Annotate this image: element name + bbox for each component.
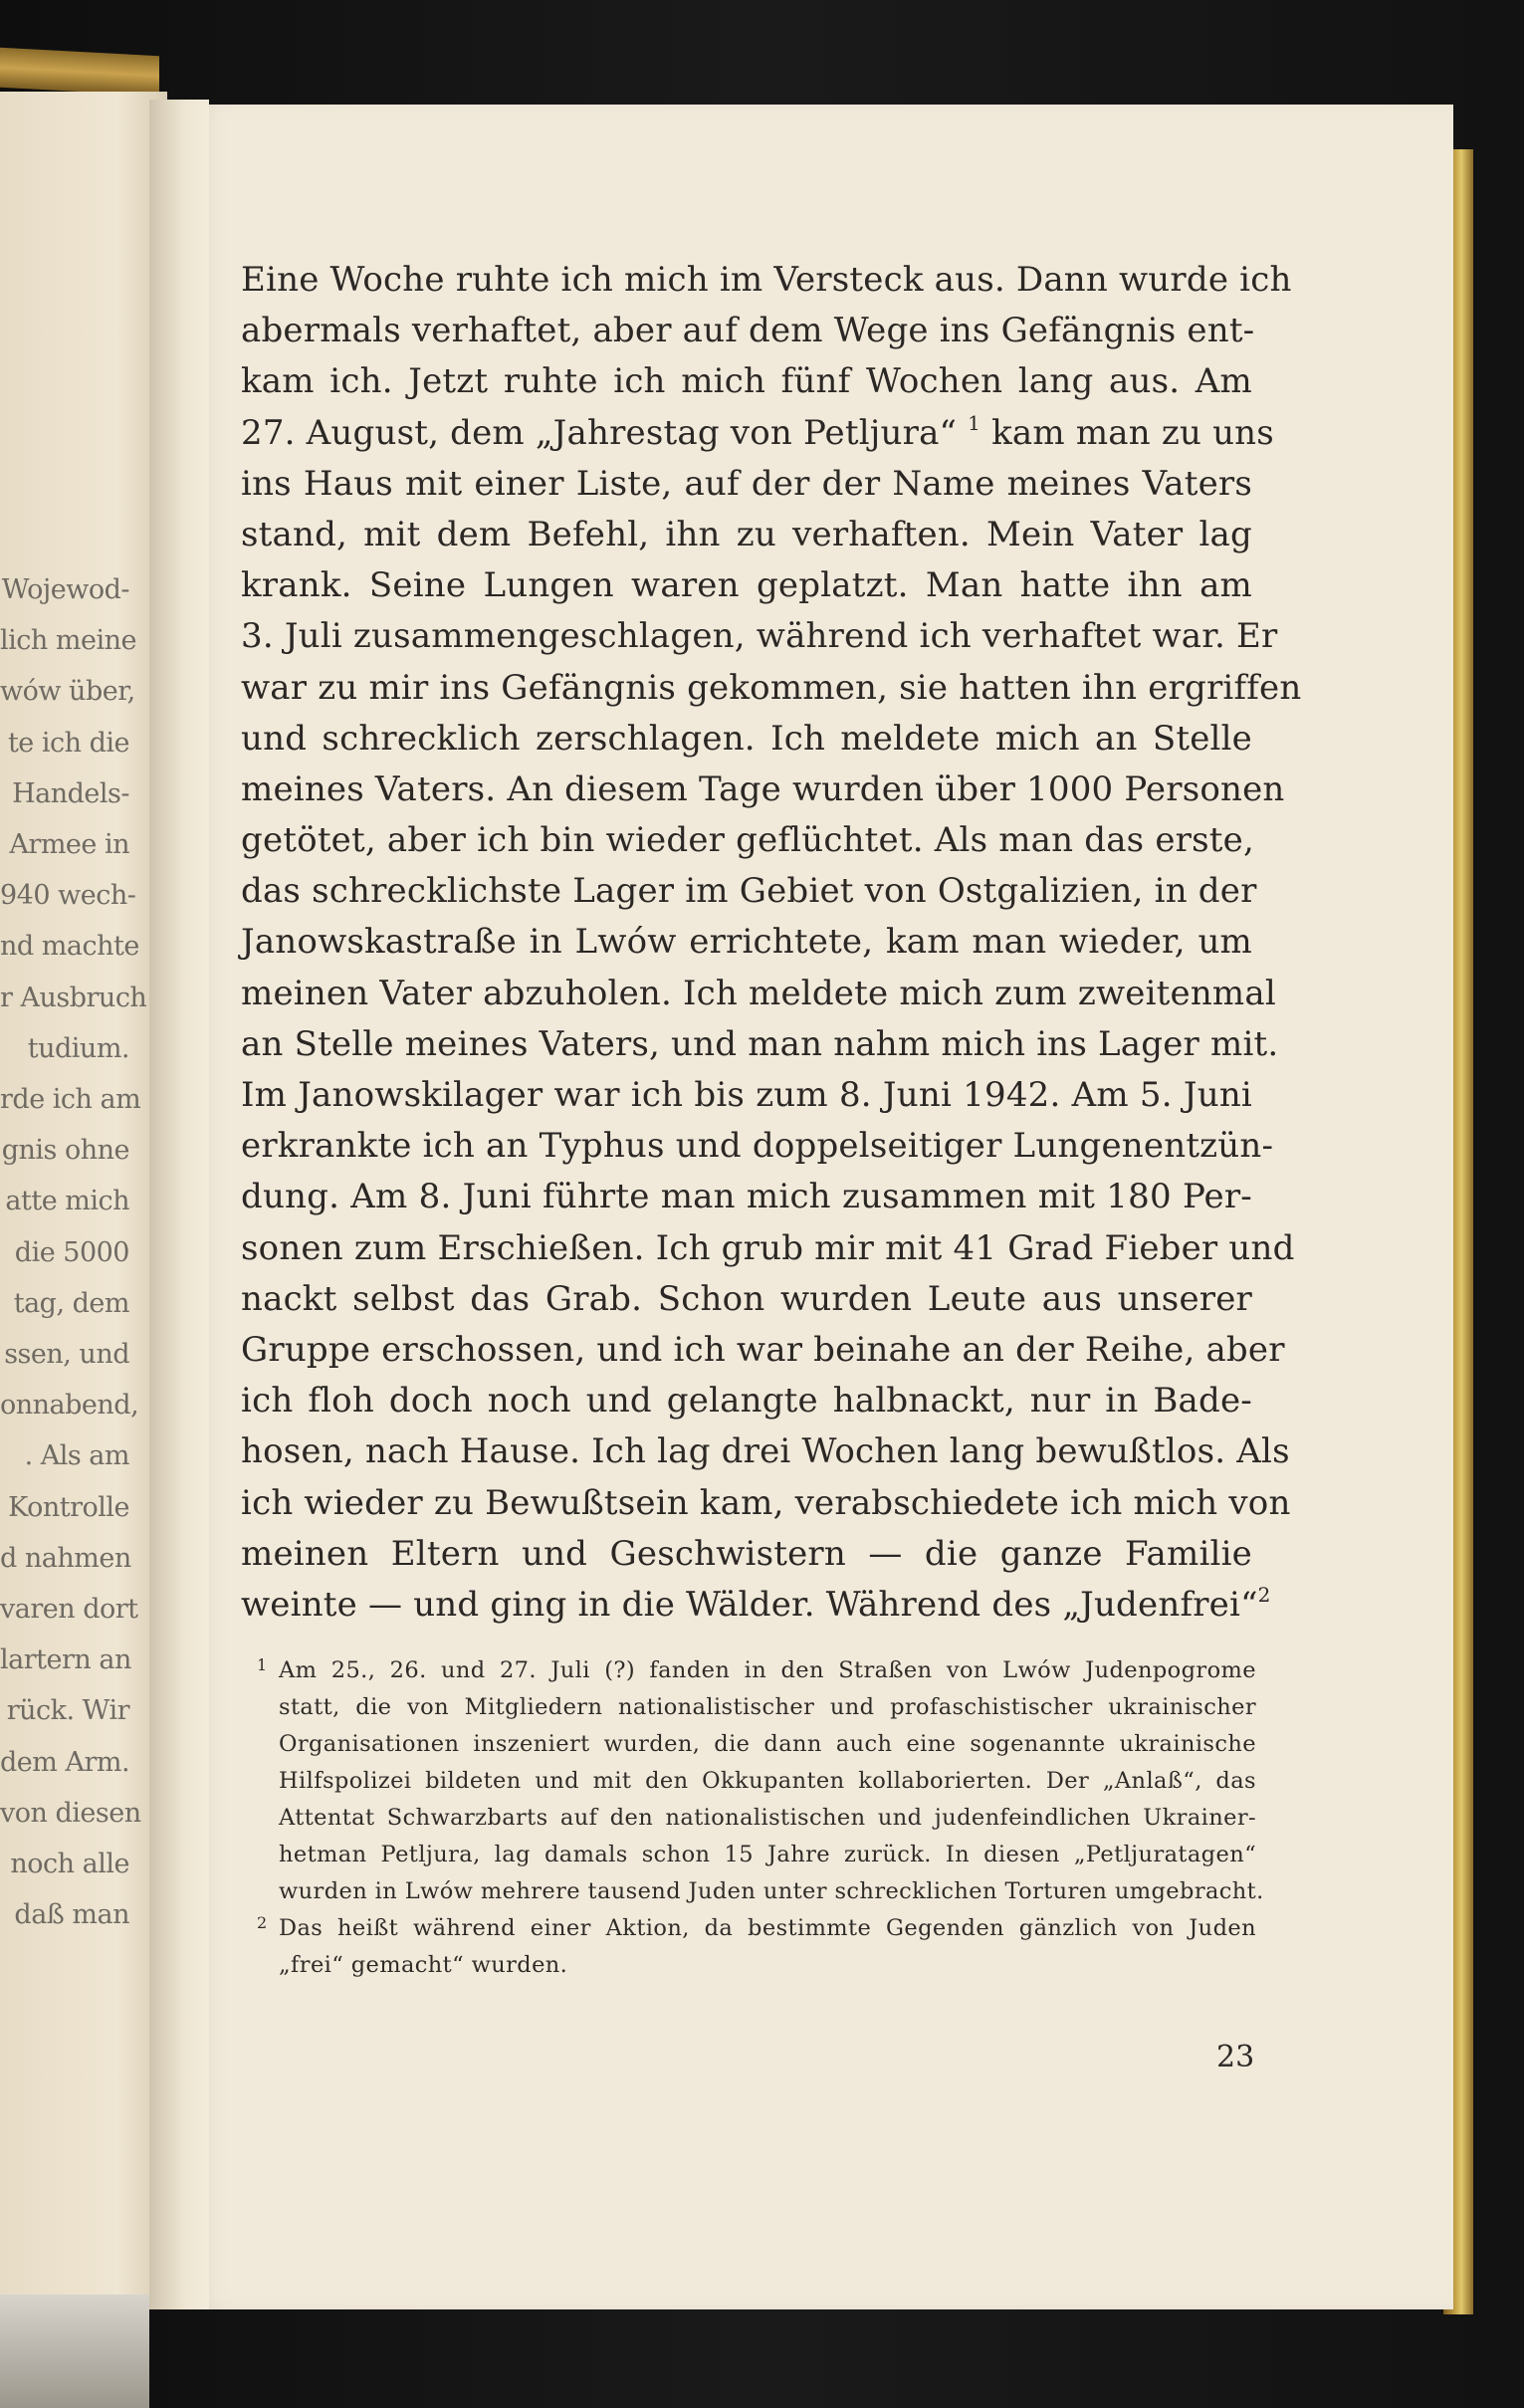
footnote-marker-2: 2 — [1257, 1582, 1271, 1607]
footnote-2 — [257, 1910, 1256, 1984]
text-line: getötet, aber ich bin wieder geflüchtet. Als man das erste, — [241, 820, 1254, 861]
left-page-line: onnabend, — [0, 1390, 139, 1422]
footnote-line: Am 25., 26. und 27. Juli (?) fanden in den Straßen von Lwów Judenpogrome — [279, 1657, 1256, 1683]
text-line: meinen Eltern und Geschwistern — die ganze Familie — [241, 1533, 1252, 1574]
footnote-line: „frei“ gemacht“ wurden. — [279, 1952, 568, 1978]
text-line: an Stelle meines Vaters, und man nahm mich ins Lager mit. — [241, 1023, 1279, 1064]
text-line: krank. Seine Lungen waren geplatzt. Man hatte ihn am — [241, 565, 1252, 606]
left-page-line: lich meine — [0, 625, 136, 657]
footnote-line: hetman Petljura, lag damals schon 15 Jahre zurück. In diesen „Petljuratagen“ — [279, 1842, 1256, 1867]
text-line: das schrecklichste Lager im Gebiet von Ostgalizien, in der — [241, 871, 1257, 912]
footnote-number: 2 — [257, 1913, 268, 1932]
left-page-line: daß man — [14, 1899, 129, 1931]
text-line: kam ich. Jetzt ruhte ich mich fünf Wochen lang aus. Am — [241, 361, 1252, 402]
book-gutter — [149, 100, 209, 2309]
page-number: 23 — [1216, 2040, 1255, 2075]
text-line: ins Haus mit einer Liste, auf der der Name meines Vaters — [241, 463, 1252, 504]
text-line-part: kam man zu uns — [991, 412, 1274, 453]
text-line: dung. Am 8. Juni führte man mich zusammen mit 180 Per- — [241, 1177, 1252, 1217]
footnote-line: Hilfspolizei bildeten und mit den Okkupanten kollaborierten. Der „Anlaß“, das — [279, 1768, 1256, 1794]
left-page-line: . Als am — [24, 1440, 129, 1472]
left-page-line: von diesen — [0, 1797, 141, 1829]
text-line: ich wieder zu Bewußtsein kam, verabschiedete ich mich von — [241, 1482, 1291, 1523]
left-page-line: nd machte — [0, 931, 139, 963]
text-line: meines Vaters. An diesem Tage wurden über 1000 Personen — [241, 768, 1285, 809]
footnote-line: statt, die von Mitgliedern nationalistischer und profaschistischer ukrainischer — [279, 1694, 1256, 1720]
left-page-line: rück. Wir — [6, 1695, 129, 1727]
left-page-line: noch alle — [10, 1849, 129, 1880]
text-line-with-footnote — [241, 1580, 1271, 1631]
footnote-line: Organisationen inszeniert wurden, die dann auch eine sogenannte ukrainische — [279, 1731, 1256, 1757]
text-line: sonen zum Erschießen. Ich grub mir mit 41 Grad Fieber und — [241, 1227, 1295, 1268]
left-page-text — [0, 564, 147, 1940]
text-line: Gruppe erschossen, und ich war beinahe an der Reihe, aber — [241, 1329, 1285, 1370]
left-page-bottom-edge — [0, 2295, 149, 2408]
left-page-line: atte mich — [5, 1186, 129, 1217]
body-text — [241, 255, 1302, 1631]
left-page-line: Wojewod- — [1, 574, 129, 605]
left-page — [0, 92, 167, 2306]
left-page-line: gnis ohne — [1, 1135, 129, 1167]
text-line: 3. Juli zusammengeschlagen, während ich verhaftet war. Er — [241, 616, 1278, 657]
left-page-line: lartern an — [0, 1644, 131, 1676]
footnote-line: Attentat Schwarzbarts auf den nationalistischen und judenfeindlichen Ukrainer- — [279, 1805, 1256, 1831]
text-line: nackt selbst das Grab. Schon wurden Leute aus unserer — [241, 1278, 1252, 1319]
left-page-line: varen dort — [0, 1594, 138, 1626]
left-page-line: die 5000 — [14, 1236, 129, 1268]
text-line: erkrankte ich an Typhus und doppelseitiger Lungenentzün- — [241, 1126, 1274, 1167]
left-page-line: tag, dem — [13, 1287, 129, 1319]
left-page-line: dem Arm. — [0, 1746, 130, 1778]
text-line-with-footnote — [241, 408, 1274, 459]
left-page-line: tudium. — [27, 1032, 129, 1064]
left-page-line: Kontrolle — [8, 1491, 129, 1523]
footnote-1 — [257, 1652, 1264, 1910]
left-page-line: ssen, und — [4, 1339, 129, 1371]
left-page-line: Armee in — [9, 829, 129, 861]
left-page-line: d nahmen — [0, 1542, 131, 1574]
text-line: abermals verhaftet, aber auf dem Wege ins Gefängnis ent- — [241, 311, 1255, 351]
left-page-line: wów über, — [0, 676, 135, 708]
left-page-line: Handels- — [12, 777, 129, 809]
left-page-gilt-edge — [0, 48, 159, 96]
text-line-part: weinte — und ging in die Wälder. Während des „Judenfrei“ — [241, 1584, 1258, 1625]
left-page-line: rde ich am — [0, 1084, 141, 1116]
footnote-line: Das heißt während einer Aktion, da bestimmte Gegenden gänzlich von Juden — [279, 1915, 1256, 1941]
footnote-marker-1: 1 — [968, 410, 981, 435]
text-line: Eine Woche ruhte ich mich im Versteck aus. Dann wurde ich — [241, 260, 1292, 300]
left-page-line: te ich die — [7, 727, 129, 759]
text-line: Im Janowskilager war ich bis zum 8. Juni 1942. Am 5. Juni — [241, 1075, 1252, 1115]
text-line: meinen Vater abzuholen. Ich meldete mich zum zweitenmal — [241, 973, 1276, 1013]
text-line: war zu mir ins Gefängnis gekommen, sie hatten ihn ergriffen — [241, 667, 1302, 708]
text-line-part: 27. August, dem „Jahrestag von Petljura“ — [241, 412, 958, 453]
left-page-line: r Ausbruch — [0, 982, 147, 1013]
footnotes — [257, 1652, 1264, 1984]
footnote-line: wurden in Lwów mehrere tausend Juden unter schrecklichen Torturen umgebracht. — [279, 1878, 1264, 1904]
text-line: ich floh doch noch und gelangte halbnackt, nur in Bade- — [241, 1381, 1252, 1422]
text-line: stand, mit dem Befehl, ihn zu verhaften. Mein Vater lag — [241, 514, 1252, 554]
left-page-line: 940 wech- — [0, 880, 136, 912]
text-line: und schrecklich zerschlagen. Ich meldete mich an Stelle — [241, 718, 1252, 759]
footnote-number: 1 — [257, 1655, 268, 1674]
text-line: hosen, nach Hause. Ich lag drei Wochen lang bewußtlos. Als — [241, 1431, 1290, 1472]
text-line: Janowskastraße in Lwów errichtete, kam man wieder, um — [241, 922, 1252, 963]
